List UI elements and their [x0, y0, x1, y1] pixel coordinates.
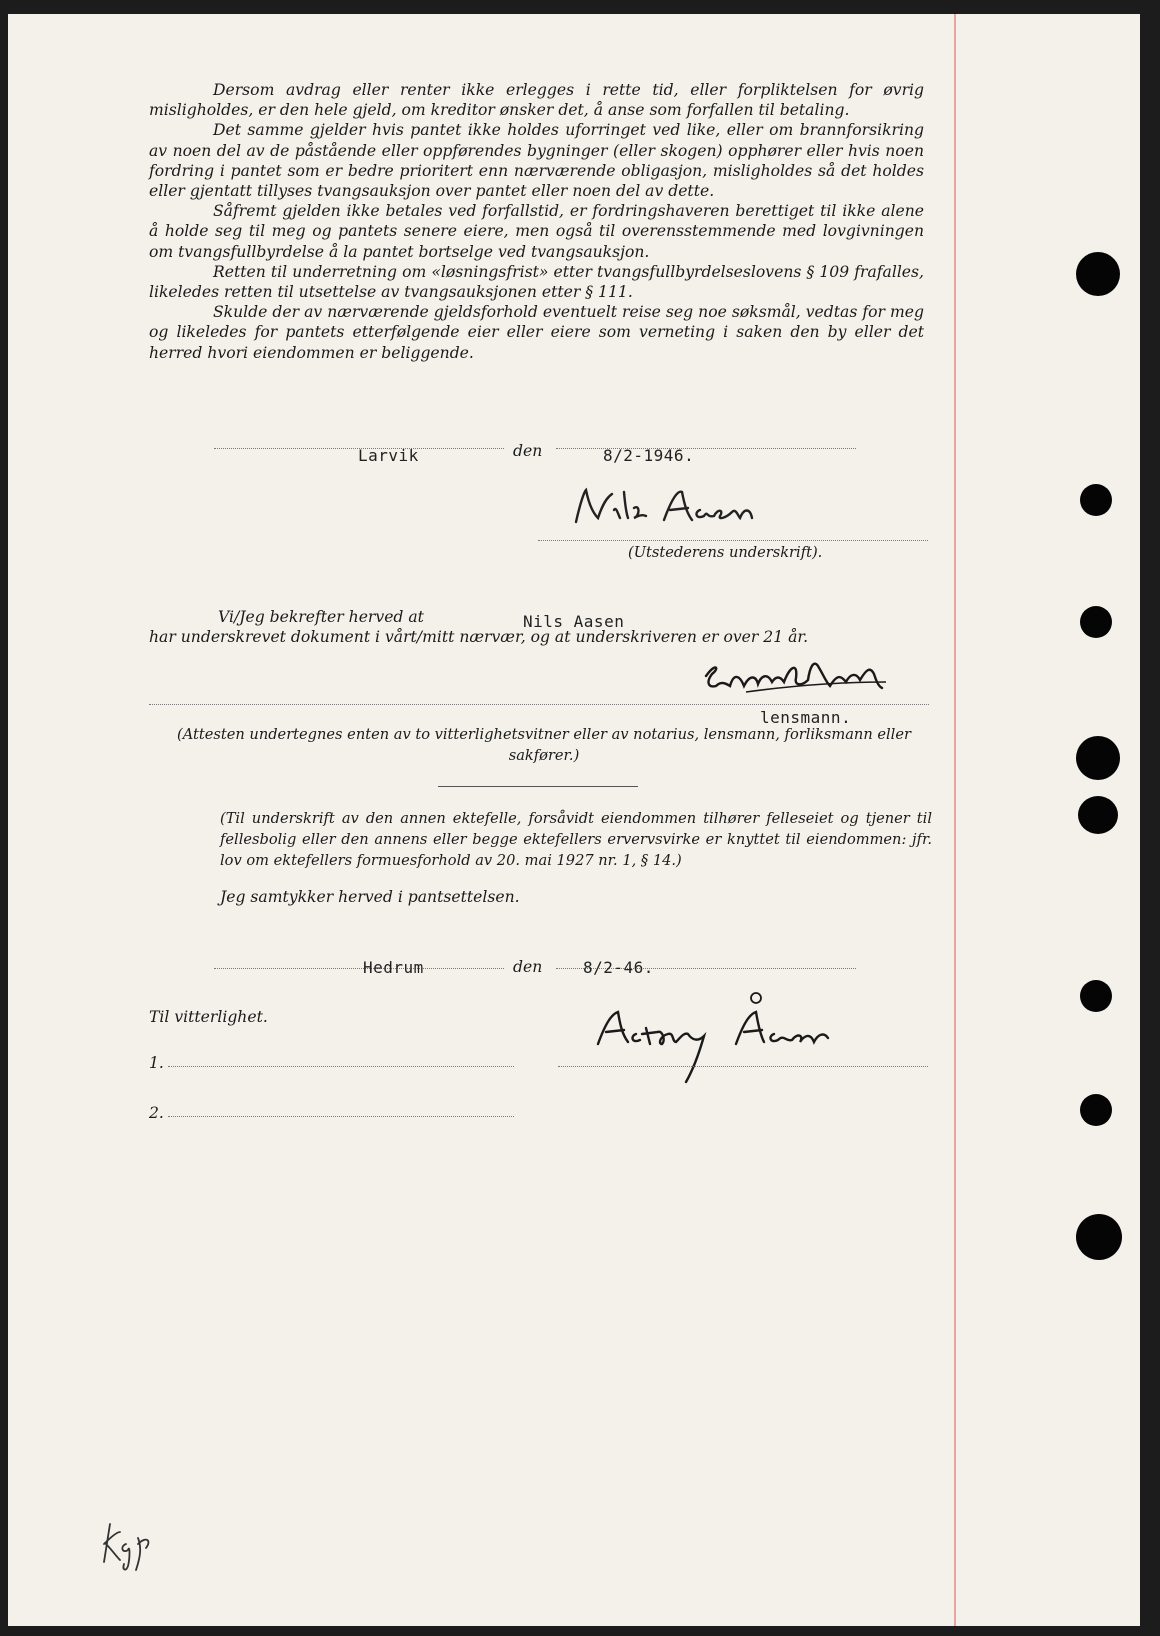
paragraph: Det samme gjelder hvis pantet ikke holdes uforringet ved like, eller om brannforsikring av noen del av de påstående eller oppførendes bygninger (eller skogen) opphører eller hvis noen fordring i pantet som er bedre prioritert enn nærværende obligasjon, misligholdes så det holdes eller gjentatt tillyses tvangsauksjon over pantet eller noen del av dette. — [149, 121, 924, 201]
attestation-note: (Attesten undertegnes enten av to vitterlighetsvitner eller av notarius, lensmann, forliksmann eller sakfører.) — [177, 726, 911, 764]
witness-signature — [690, 652, 910, 710]
margin-initials — [96, 1514, 166, 1574]
punch-hole — [1080, 1094, 1112, 1126]
spouse-place: Hedrum — [363, 958, 424, 977]
witness-title: lensmann. — [760, 708, 852, 727]
punch-hole — [1080, 980, 1112, 1012]
issuer-date: 8/2-1946. — [603, 446, 695, 465]
paragraph: Dersom avdrag eller renter ikke erlegges i rette tid, eller forpliktelsen for øvrig misligholdes, er den hele gjeld, om kreditor ønsker det, å anse som forfallen til betaling. — [149, 81, 924, 120]
red-margin-line — [954, 14, 956, 1626]
spouse-note: (Til underskrift av den annen ektefelle, forsåvidt eiendommen tilhører felleseiet og tjener til fellesbolig eller den annens eller begge ektefellers ervervsvirke er knyttet til eiendommen: jfr. lov om ektefellers formuesforhold av 20. mai 1927 nr. 1, § 14.) — [220, 810, 932, 869]
witness-line-2: har underskrevet dokument i vårt/mitt nærvær, og at underskriveren er over 21 år. — [149, 628, 809, 646]
paragraph: Såfremt gjelden ikke betales ved forfallstid, er fordringshaveren berettiget til ikke alene å holde seg til meg og pantets senere eiere, men også til overensstemmende med lovgivningen om tvangsfullbyrdelse å la pantet bortselge ved tvangsauksjon. — [149, 202, 924, 261]
witness-line-1: Vi/Jeg bekrefter herved at — [218, 608, 424, 626]
spouse-signature — [588, 988, 868, 1088]
paragraph: Skulde der av nærværende gjeldsforhold eventuelt reise seg noe søksmål, vedtas for meg og likeledes for pantets etterfølgende eier eller eiere som verneting i saken den by eller det herred hvori eiendommen er beliggende. — [149, 303, 924, 362]
witness-signature-line — [149, 704, 929, 705]
witness-label: Til vitterlighet. — [149, 1008, 268, 1026]
punch-hole — [1076, 1214, 1122, 1260]
punch-hole — [1080, 606, 1112, 638]
witness-1-line — [168, 1066, 514, 1067]
witness-1-label: 1. — [149, 1054, 164, 1072]
punch-hole — [1078, 796, 1118, 834]
witness-2-line — [168, 1116, 514, 1117]
punch-hole — [1076, 736, 1120, 780]
issuer-den-label: den — [513, 442, 543, 460]
paragraph: Retten til underretning om «løsningsfrist» etter tvangsfullbyrdelseslovens § 109 frafalles, likeledes retten til utsettelse av tvangsauksjonen etter § 111. — [149, 262, 924, 302]
issuer-signature-line — [538, 540, 928, 541]
witness-2-label: 2. — [149, 1104, 164, 1122]
spouse-den-label: den — [513, 958, 543, 976]
legal-text — [149, 80, 924, 363]
spouse-signature-line — [558, 1066, 928, 1067]
consent-text: Jeg samtykker herved i pantsettelsen. — [220, 888, 520, 906]
issuer-signature-caption: (Utstederens underskrift). — [628, 544, 823, 561]
date-dotted-line — [556, 448, 856, 449]
issuer-place: Larvik — [358, 446, 419, 465]
document-page — [8, 14, 1140, 1626]
punch-hole — [1076, 252, 1120, 296]
spouse-date: 8/2-46. — [583, 958, 654, 977]
punch-hole — [1080, 484, 1112, 516]
witness-typed-name: Nils Aasen — [523, 612, 625, 631]
spouse-place-dotted-line — [214, 968, 504, 969]
separator-line — [438, 786, 638, 787]
issuer-signature — [568, 482, 798, 538]
